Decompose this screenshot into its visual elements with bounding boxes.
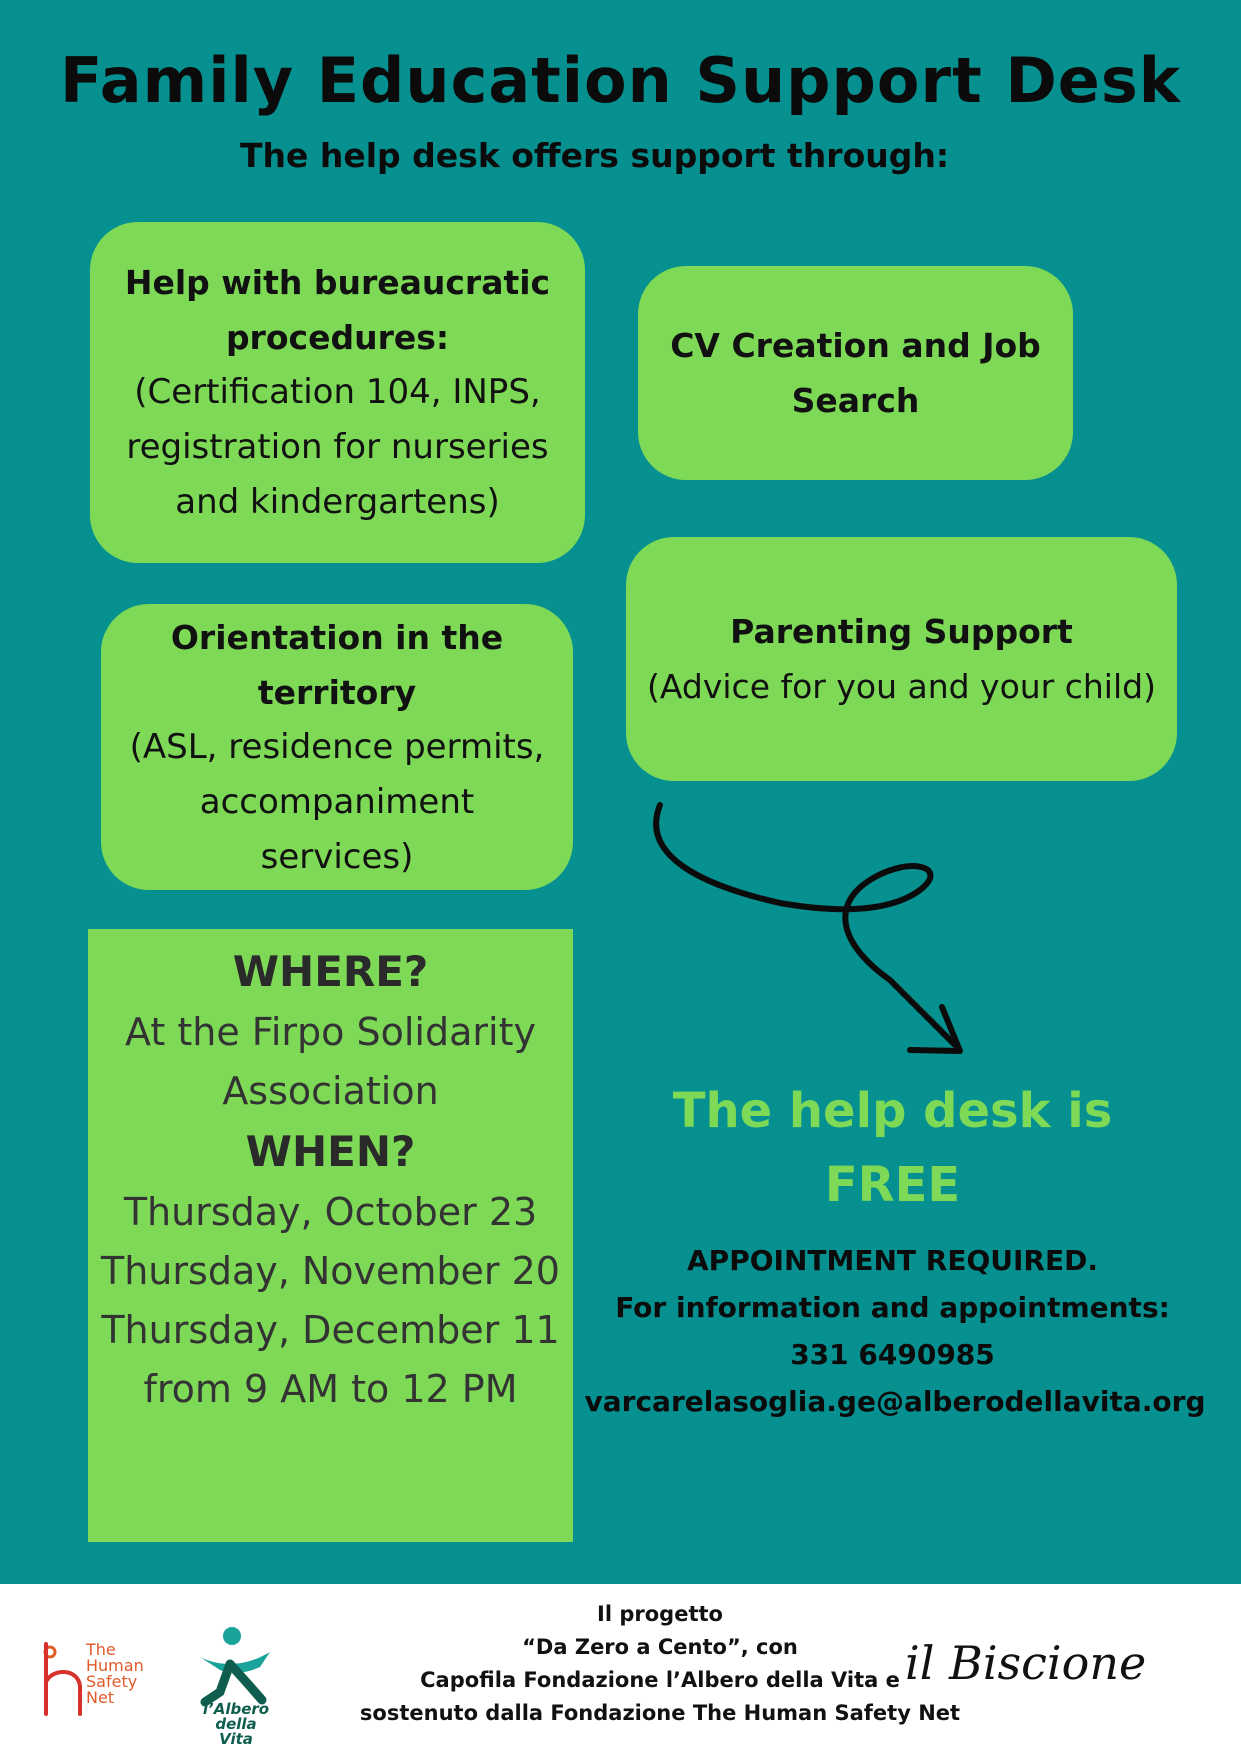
hours: from 9 AM to 12 PM	[143, 1367, 518, 1411]
service-detail: registration for nurseries	[126, 427, 549, 467]
service-heading: territory	[257, 672, 417, 712]
human-safety-net-logo-text: The Human Safety Net	[86, 1640, 144, 1707]
footer-text: sostenuto dalla Fondazione The Human Safety Net	[359, 1701, 961, 1725]
il-biscione-logo: il Biscione	[905, 1636, 1147, 1690]
when-label: WHEN?	[245, 1127, 416, 1176]
where-when-panel	[88, 929, 573, 1542]
date-item: Thursday, November 20	[101, 1249, 560, 1293]
where-location: At the Firpo Solidarity	[125, 1010, 536, 1054]
phone-number[interactable]: 331 6490985	[790, 1338, 995, 1371]
service-detail: (ASL, residence permits,	[129, 726, 545, 767]
where-location: Association	[222, 1069, 439, 1113]
service-detail: (Advice for you and your child)	[647, 667, 1156, 706]
service-heading: procedures:	[225, 318, 450, 357]
service-detail: accompaniment services)	[199, 781, 475, 877]
service-card-bureaucratic	[90, 222, 585, 563]
page-subtitle: The help desk offers support through:	[240, 136, 950, 175]
service-card-parenting	[626, 537, 1177, 781]
where-label: WHERE?	[232, 947, 429, 996]
contact-label: For information and appointments:	[615, 1291, 1170, 1324]
service-heading: Parenting Support	[730, 612, 1073, 651]
service-card-orientation	[101, 604, 573, 890]
appointment-required: APPOINTMENT REQUIRED.	[687, 1244, 1098, 1277]
footer-text: Il progetto	[597, 1602, 723, 1626]
service-heading: CV Creation and Job	[670, 326, 1041, 365]
footer	[0, 1584, 1241, 1755]
date-item: Thursday, October 23	[123, 1190, 538, 1234]
page-title: Family Education Support Desk	[60, 44, 1181, 117]
email-address[interactable]: varcarelasoglia.ge@alberodellavita.org	[584, 1385, 1206, 1418]
free-notice: FREE	[824, 1157, 961, 1213]
service-heading: Orientation in the	[170, 617, 504, 657]
service-heading: Search	[791, 381, 920, 420]
service-card-cv	[638, 266, 1073, 480]
albero-della-vita-logo-text: l’Albero della Vita	[202, 1700, 270, 1748]
service-detail: (Certification 104, INPS,	[134, 372, 541, 412]
service-detail: and kindergartens)	[175, 482, 500, 522]
footer-text: “Da Zero a Cento”, con	[522, 1635, 798, 1659]
service-heading: Help with bureaucratic	[124, 263, 551, 302]
footer-text: Capofila Fondazione l’Albero della Vita e	[420, 1668, 900, 1692]
date-item: Thursday, December 11	[101, 1308, 560, 1352]
curly-arrow-icon	[640, 795, 980, 1075]
free-notice: The help desk is	[672, 1083, 1113, 1139]
